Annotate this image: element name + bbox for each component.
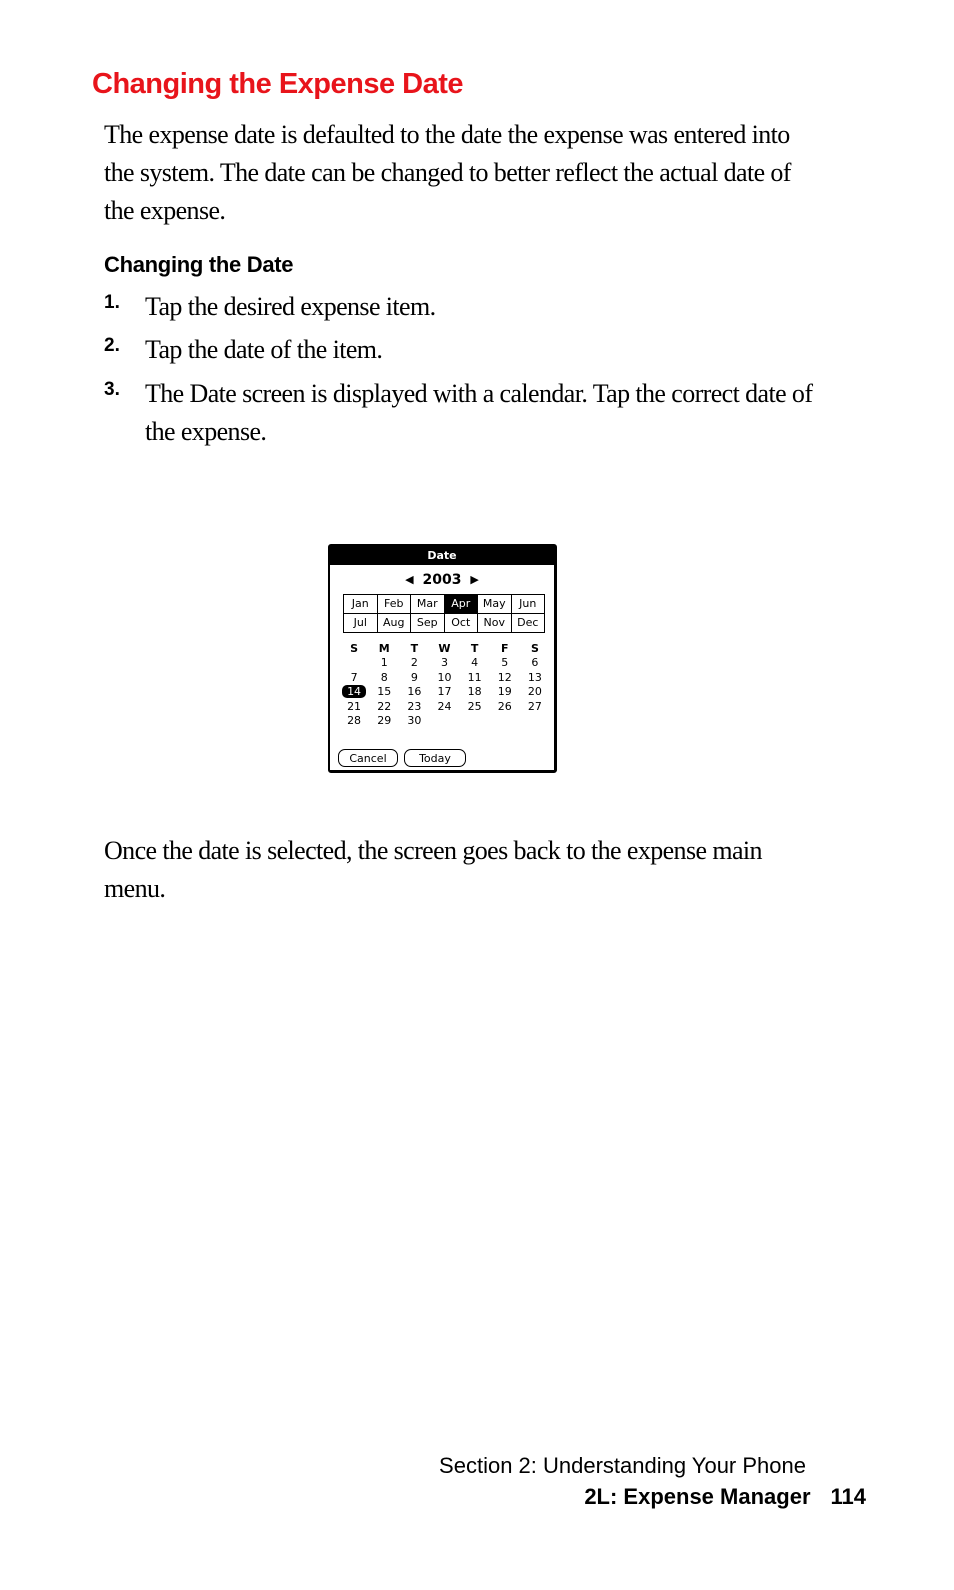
month-cell[interactable]: Aug [377, 614, 411, 633]
footer-chapter-line [584, 1484, 866, 1510]
day-cell[interactable]: 26 [497, 699, 512, 713]
date-screen [328, 544, 557, 773]
page-heading: Changing the Expense Date [92, 68, 464, 100]
day-cell[interactable]: 5 [501, 656, 509, 669]
day-cell[interactable]: 30 [407, 714, 422, 727]
day-cell-empty [460, 714, 490, 729]
weekday-header: F [501, 642, 509, 655]
day-cell[interactable]: 25 [467, 699, 482, 713]
month-cell[interactable]: May [478, 595, 512, 614]
weekday-header: M [378, 642, 390, 655]
day-cell[interactable]: 17 [437, 685, 452, 698]
month-cell[interactable]: Sep [411, 614, 445, 633]
year-selector [330, 570, 554, 590]
step-text: The Date screen is displayed with a calendar. Tap the correct date of the expense. [145, 379, 813, 446]
month-cell[interactable]: Jul [344, 614, 378, 633]
step-number: 2. [104, 335, 120, 356]
day-cell[interactable]: 15 [377, 685, 392, 698]
footer-section: Section 2: Understanding Your Phone [439, 1453, 806, 1478]
day-cell[interactable]: 13 [527, 670, 542, 684]
day-cell[interactable]: 19 [497, 685, 512, 698]
weekday-header: T [470, 642, 479, 655]
cancel-button[interactable]: Cancel [338, 749, 398, 767]
day-cell[interactable]: 7 [350, 670, 358, 684]
month-cell[interactable]: Feb [377, 595, 411, 614]
year-label: 2003 [422, 572, 462, 588]
day-cell[interactable]: 3 [440, 656, 448, 669]
day-cell[interactable]: 21 [347, 699, 362, 713]
day-cell-selected[interactable] [339, 685, 369, 700]
weekday-header: W [438, 642, 451, 655]
day-cell[interactable]: 24 [437, 699, 452, 713]
screen-title: Date [330, 546, 554, 565]
day-cell[interactable]: 22 [377, 699, 392, 713]
prev-year-icon[interactable]: ◀ [405, 573, 414, 586]
day-cell[interactable]: 23 [407, 699, 422, 713]
day-cell[interactable] [339, 656, 369, 671]
closing-paragraph: Once the date is selected, the screen goes back to the expense main menu. [104, 836, 762, 903]
day-cell[interactable]: 12 [497, 670, 512, 684]
subheading: Changing the Date [104, 252, 294, 277]
day-cell[interactable]: 27 [527, 699, 542, 713]
month-cell[interactable]: Dec [511, 614, 545, 633]
weekday-header: T [410, 642, 419, 655]
month-cell[interactable]: Jan [344, 595, 378, 614]
weekday-header: S [350, 642, 359, 655]
month-grid [343, 594, 545, 633]
step-number: 1. [104, 292, 120, 313]
page-number: 114 [830, 1484, 866, 1509]
today-button[interactable]: Today [404, 749, 466, 767]
footer-chapter: 2L: Expense Manager [584, 1484, 811, 1509]
day-cell[interactable]: 4 [471, 656, 479, 669]
day-cell-empty [429, 714, 459, 729]
day-cell[interactable]: 1 [380, 656, 388, 669]
day-cell[interactable]: 16 [407, 685, 422, 698]
step-text: Tap the desired expense item. [145, 292, 436, 321]
intro-paragraph: The expense date is defaulted to the date the expense was entered into the system. The date can be changed to better reflect the actual date of the expense. [104, 120, 791, 225]
step-text: Tap the date of the item. [145, 335, 383, 364]
day-grid [339, 642, 550, 729]
day-cell[interactable]: 8 [380, 670, 388, 684]
day-cell[interactable]: 28 [347, 714, 362, 727]
month-cell-selected[interactable]: Apr [444, 595, 478, 614]
day-cell[interactable]: 11 [467, 670, 482, 684]
day-cell[interactable]: 29 [377, 714, 392, 727]
month-cell[interactable]: Jun [511, 595, 545, 614]
next-year-icon[interactable]: ▶ [470, 573, 479, 586]
weekday-header: S [530, 642, 539, 655]
month-cell[interactable]: Nov [478, 614, 512, 633]
day-cell-empty [490, 714, 520, 729]
month-cell[interactable]: Mar [411, 595, 445, 614]
day-cell[interactable]: 2 [410, 656, 418, 669]
selected-day-label: 14 [342, 685, 366, 698]
day-cell-empty [520, 714, 550, 729]
day-cell[interactable]: 18 [467, 685, 482, 698]
day-cell[interactable]: 10 [437, 670, 452, 684]
day-cell[interactable]: 9 [410, 670, 418, 684]
month-cell[interactable]: Oct [444, 614, 478, 633]
step-number: 3. [104, 379, 120, 400]
day-cell[interactable]: 20 [527, 685, 542, 698]
day-cell[interactable]: 6 [531, 656, 539, 669]
